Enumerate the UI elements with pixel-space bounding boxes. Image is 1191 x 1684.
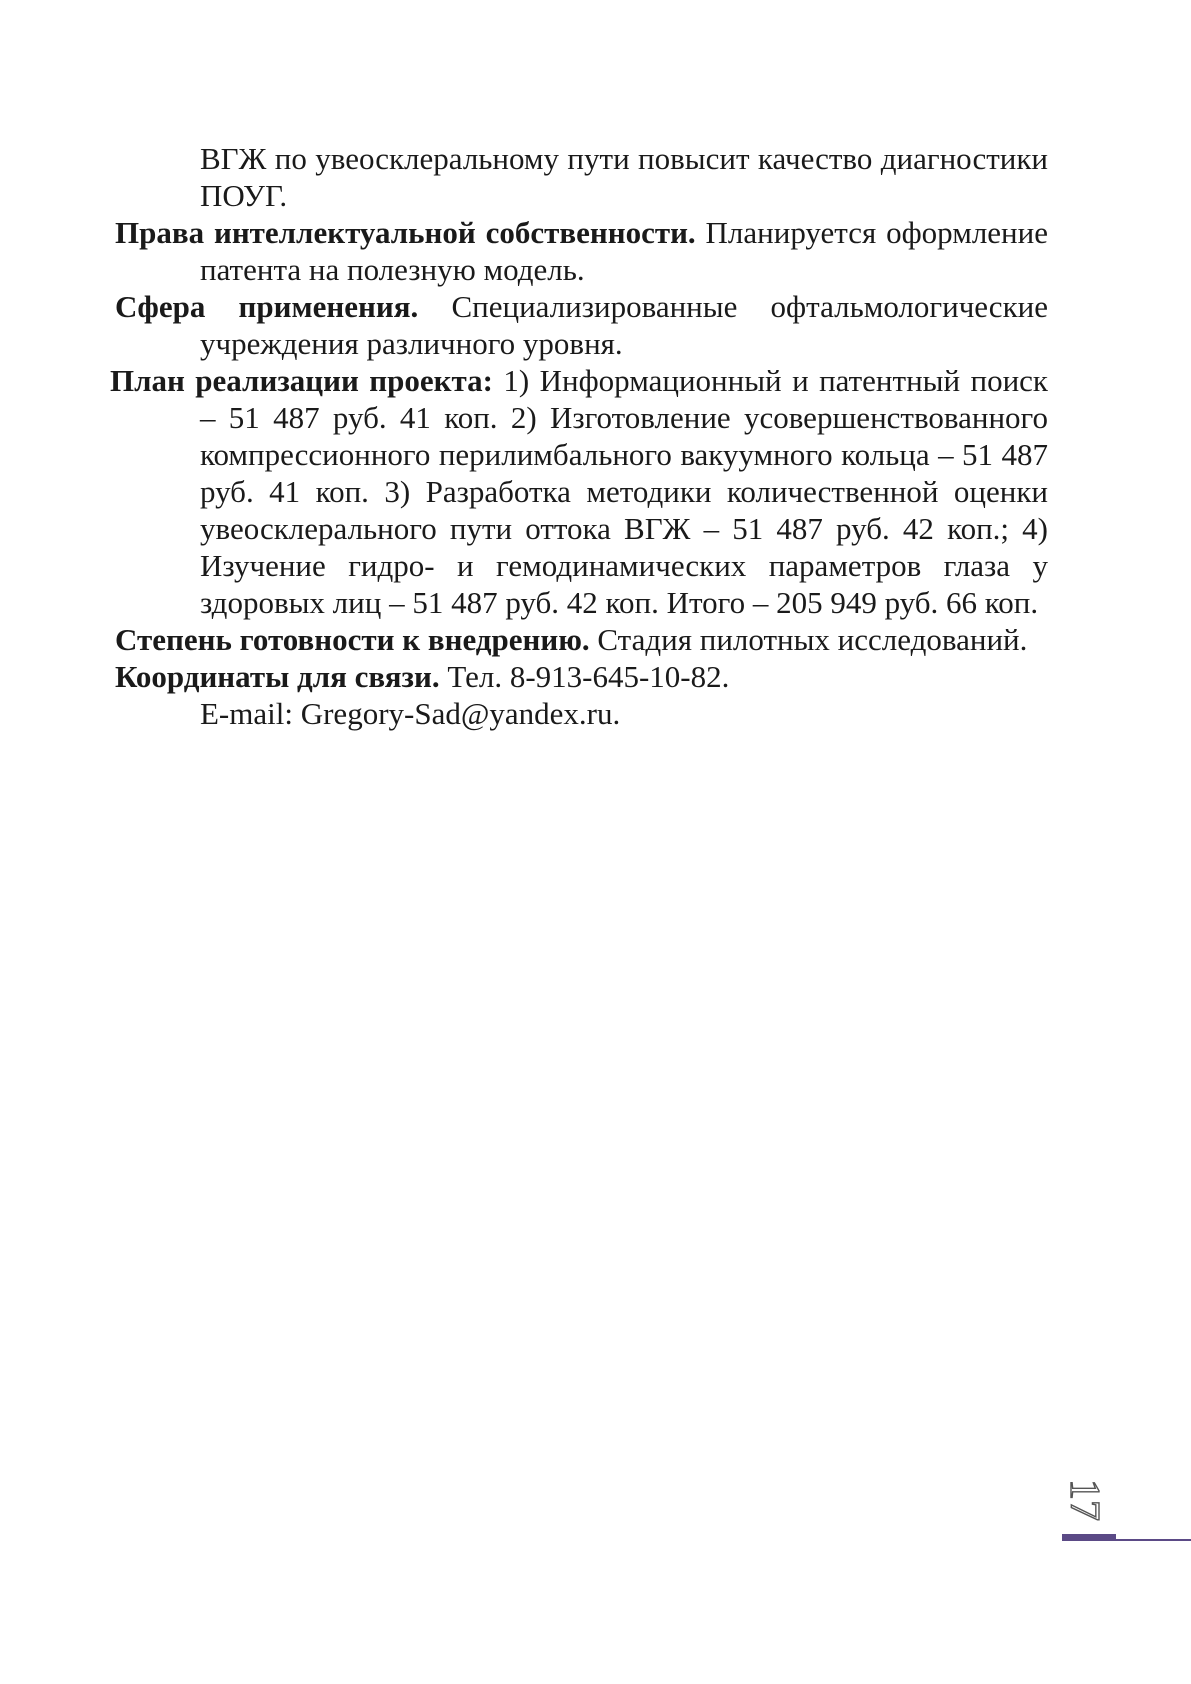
page-number: 17 bbox=[1061, 1479, 1107, 1521]
paragraph-contacts bbox=[115, 658, 1048, 695]
heading-contacts: Координаты для связи. bbox=[115, 659, 440, 694]
paragraph-email bbox=[200, 695, 1048, 732]
paragraph-continuation bbox=[200, 140, 1048, 214]
body-text bbox=[110, 140, 1048, 732]
text-readiness: Стадия пилотных исследований. bbox=[589, 622, 1028, 657]
heading-intellectual-property: Права интеллектуальной собственности. bbox=[115, 215, 696, 250]
footer-rule-thick bbox=[1062, 1534, 1116, 1541]
text-implementation-plan: 1) Информационный и патентный поиск – 51 487 руб. 41 коп. 2) Изготовление усовершенствованного компрессионного перилимбального вакуумного кольца – 51 487 руб. 41 коп. 3) Разработка методики количественной оценки увеосклерального пути оттока ВГЖ – 51 487 руб. 42 коп.; 4) Изучение гидро- и гемодинамических параметров глаза у здоровых лиц – 51 487 руб. 42 коп. Итого – 205 949 руб. 66 коп. bbox=[200, 363, 1048, 620]
paragraph-application-area bbox=[115, 288, 1048, 362]
text-intellectual-property: Планируется оформление патента на полезную модель. bbox=[200, 215, 1048, 287]
text-email: E-mail: Gregory-Sad@yandex.ru. bbox=[200, 696, 621, 731]
text-application-area: Специализированные офтальмологические учреждения различного уровня. bbox=[200, 289, 1048, 361]
paragraph-readiness bbox=[115, 621, 1048, 658]
paragraph-implementation-plan bbox=[110, 362, 1048, 621]
heading-implementation-plan: План реализации проекта: bbox=[110, 363, 493, 398]
paragraph-intellectual-property bbox=[115, 214, 1048, 288]
text-phone: Тел. 8-913-645-10-82. bbox=[439, 659, 730, 694]
footer-rule-thin bbox=[1116, 1539, 1191, 1541]
continuation-text: ВГЖ по увеосклеральному пути повысит качество диагностики ПОУГ. bbox=[200, 141, 1048, 213]
heading-application-area: Сфера применения. bbox=[115, 289, 419, 324]
heading-readiness: Степень готовности к внедрению. bbox=[115, 622, 590, 657]
